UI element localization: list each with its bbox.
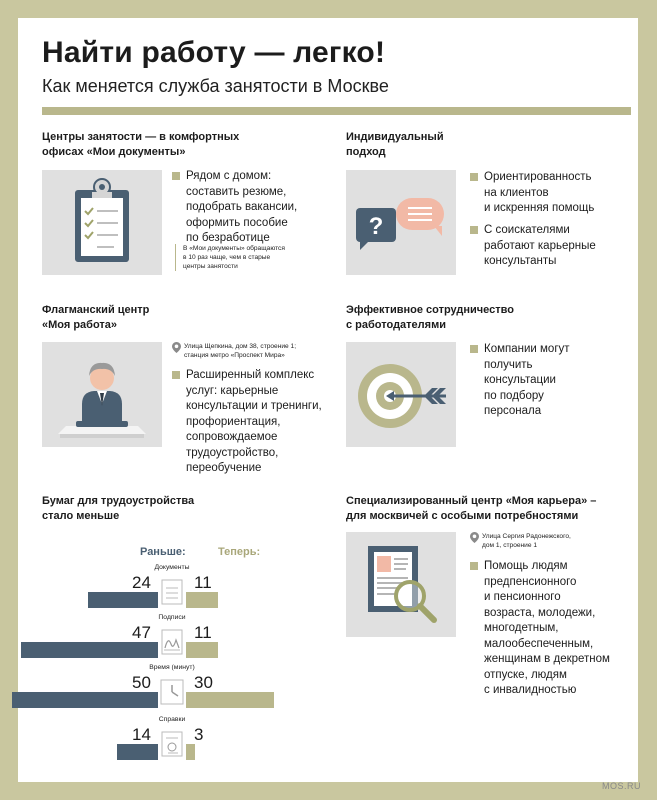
bullet-line: трудоустройство, [186,446,279,459]
bullet-line: С соискателями [484,224,570,236]
section-title-line: Эффективное сотрудничество [346,304,514,316]
note-line: центры занятости [183,263,238,270]
bullet-line: Помощь людям [484,560,568,572]
bullet-line: по подбору [484,389,544,402]
section-title-line: «Моя работа» [42,319,118,331]
bullet-line: составить резюме, [186,185,287,198]
clock-icon [158,678,186,706]
value-before: 24 [132,573,151,592]
certificate-icon [158,730,186,758]
section-title-line: Бумаг для трудоустройства [42,495,195,507]
bar-before [88,592,158,608]
value-before: 47 [132,623,151,642]
bullet-line: многодетным, [484,622,559,634]
value-before: 50 [132,673,151,692]
bullet-line: отпуске, людям [484,668,567,681]
infographic-card [18,18,641,791]
bullet-line: Расширенный комплекс [186,369,315,381]
address-line: Улица Щепкина, дом 38, строение 1; [184,343,297,350]
bullet-line: подобрать вакансии, [186,201,298,213]
bullet-line: сопровождаемое [186,431,278,443]
value-after: 11 [194,573,212,592]
bar-after [186,592,218,608]
section-title-line: Индивидуальный [346,131,444,143]
legend-before: Раньше: [140,546,186,558]
bullet-line: и искренняя помощь [484,202,595,214]
bullet-line: получить [484,358,533,371]
bullet-line: консультации [484,374,556,386]
resume-magnifier-icon [346,532,456,637]
bullet-line: на клиентов [484,186,549,199]
bullet-line: с инвалидностью [484,684,577,696]
bar-after [186,744,195,760]
bullet-line: возраста, молодежи, [484,606,596,619]
bullet-line: и пенсионного [484,591,561,603]
legend-after: Теперь: [218,546,261,558]
value-after: 30 [194,673,213,692]
bullet-line: по безработице [186,232,270,244]
bar-after [186,642,218,658]
section-title-line: стало меньше [42,510,120,522]
bullet-line: Компании могут [484,343,570,355]
special-address [470,532,571,550]
section-title-line: Специализированный центр «Моя карьера» – [346,495,597,507]
value-before: 14 [132,725,151,744]
bullet-line: консультации и тренинги, [186,400,322,412]
brand-footer: MOS.RU [602,781,641,791]
section-title-line: офисах «Мои документы» [42,146,186,158]
note-line: в 10 раз чаще, чем в старые [183,254,271,261]
section-title-special [346,494,596,524]
bullet-line: услуг: карьерные [186,384,279,397]
bullet-line: женщинам в декретном [484,653,610,665]
bullet-line: Ориентированность [484,171,592,183]
section-title-line: Центры занятости — в комфортных [42,131,240,143]
value-after: 3 [194,725,204,744]
note-line: В «Мои документы» обращаются [183,245,285,252]
category-label: Документы [154,564,190,571]
bullet-line: работают карьерные [484,239,596,252]
section-title-line: с работодателями [346,319,446,331]
bullet-line: предпенсионного [484,575,577,588]
bar-before [117,744,158,760]
address-line: Улица Сергия Радонежского, [482,533,571,540]
address-line: дом 1, строение 1 [482,542,538,549]
bar-after [186,692,274,708]
bullet-line: консультанты [484,255,557,267]
bullet-line: переобучение [186,462,262,474]
page-title: Найти работу — легко! [42,36,386,69]
bullet-line: профориентация, [186,415,281,428]
value-after: 11 [194,623,212,642]
bar-before [21,642,158,658]
page-subtitle: Как меняется служба занятости в Москве [42,76,389,96]
bullet-line: персонала [484,405,542,417]
section-title-line: подход [346,146,386,158]
signature-icon [158,628,186,656]
bullet-line: Рядом с домом: [186,170,272,182]
svg-text:?: ? [368,213,384,240]
section-title-line: для москвичей с особыми потребностями [346,510,579,522]
bar-before [12,692,158,708]
category-label: Справки [158,716,186,723]
section-title-line: Флагманский центр [42,304,150,316]
map-pin-icon [470,532,479,543]
bullet-line: малообеспеченным, [484,637,594,650]
bullet-line: оформить пособие [186,216,288,229]
category-label: Подписи [158,614,186,621]
address-line: станция метро «Проспект Мира» [184,352,285,359]
document-icon [158,578,186,606]
special-bullet [470,559,644,699]
category-label: Время (минут) [149,664,195,671]
